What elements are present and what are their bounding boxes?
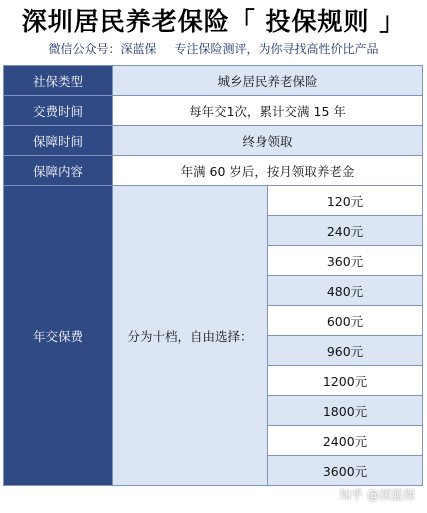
row-value: 年满 60 岁后，按月领取养老金 xyxy=(113,156,423,186)
premium-option: 480元 xyxy=(268,276,423,306)
row-value: 终身领取 xyxy=(113,126,423,156)
premium-option: 960元 xyxy=(268,336,423,366)
premium-option: 3600元 xyxy=(268,456,423,486)
row-value: 城乡居民养老保险 xyxy=(113,66,423,96)
table-row xyxy=(4,126,423,156)
table-row xyxy=(4,66,423,96)
subtitle-tagline: 专注保险测评，为你寻找高性价比产品 xyxy=(174,42,379,56)
row-value: 每年交1次，累计交满 15 年 xyxy=(113,96,423,126)
premium-option: 1200元 xyxy=(268,366,423,396)
row-label: 保障时间 xyxy=(4,126,113,156)
premium-option: 600元 xyxy=(268,306,423,336)
page-title: 深圳居民养老保险「 投保规则 」 xyxy=(21,7,406,36)
row-label: 交费时间 xyxy=(4,96,113,126)
table-row xyxy=(4,156,423,186)
premium-option: 1800元 xyxy=(268,396,423,426)
row-label: 保障内容 xyxy=(4,156,113,186)
table-row xyxy=(4,96,423,126)
watermark: 知乎 @深蓝保 xyxy=(339,488,415,502)
premium-option: 240元 xyxy=(268,216,423,246)
table-row xyxy=(4,186,423,216)
premium-option: 2400元 xyxy=(268,426,423,456)
subtitle-account: 微信公众号：深蓝保 xyxy=(48,42,157,56)
annual-premium-label: 年交保费 xyxy=(4,186,113,486)
annual-premium-note: 分为十档，自由选择： xyxy=(113,186,268,486)
premium-option: 360元 xyxy=(268,246,423,276)
row-label: 社保类型 xyxy=(4,66,113,96)
rules-table xyxy=(3,65,423,486)
premium-option: 120元 xyxy=(268,186,423,216)
subtitle xyxy=(0,40,427,57)
